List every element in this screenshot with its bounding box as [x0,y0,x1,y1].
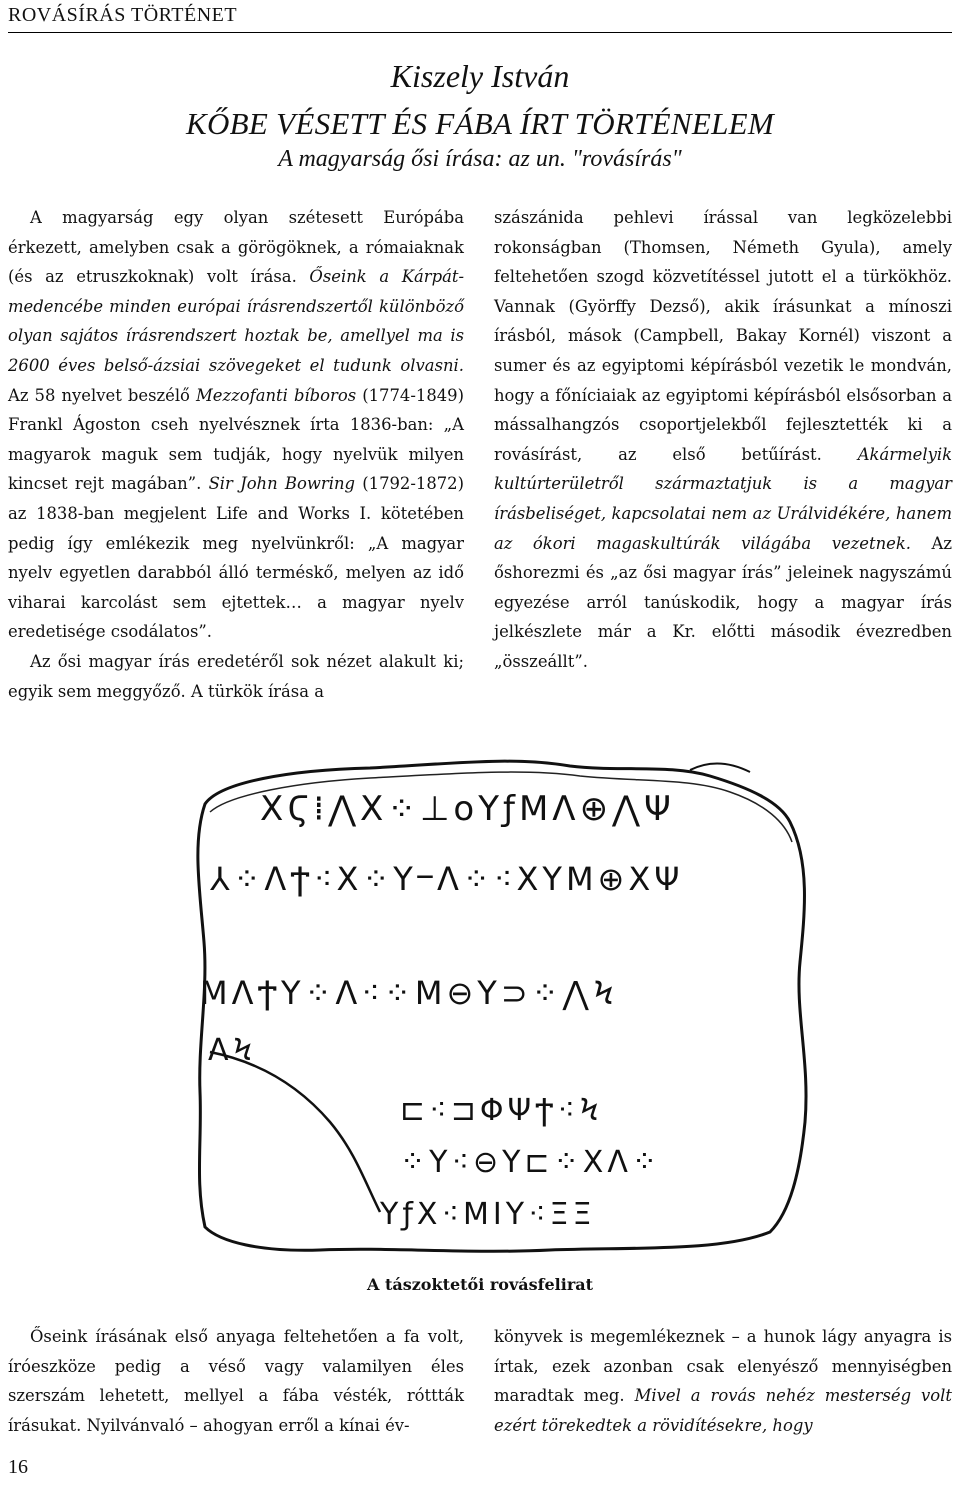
page-number: 16 [8,1456,28,1478]
rune-row: ΛϞ [208,1033,257,1068]
right-column-bottom [494,1322,952,1440]
paragraph [494,203,952,677]
text-run-italic: Mivel a rovás nehéz mesterség volt ezért törekedtek a rövidítésekre, hogy [494,1386,952,1435]
left-column-bottom [8,1322,464,1440]
paragraph [494,1322,952,1440]
text-run-italic: Őseink a Kárpát-medencébe minden európai írásrendszertől különböző olyan sajátos írásrendszert hoztak be, amellyel ma is 2600 éves belső-ázsiai szövegeket el tudunk olvasni. [8,267,464,375]
rune-row: ⁘Υ⁖⊖Υ⊏⁘ΧΛ⁘ [400,1145,661,1180]
stone-crack [210,1052,380,1212]
text-run: könyvek is megemlékeznek – a hunok lágy anyagra is írtak, ezek azonban csak elenyésző mennyiségben maradtak meg. [494,1327,952,1406]
text-run-italic: Akármelyik kultúrterületről származtatjuk is a magyar írásbeliséget, kapcsolatai nem az Urálvidékére, hanem az ókori magaskultúrák világába vezetnek. [494,444,952,553]
stone-crack [690,763,750,772]
article-title: KŐBE VÉSETT ÉS FÁBA ÍRT TÖRTÉNELEM [185,106,775,141]
paragraph [8,203,464,647]
paragraph: Az ősi magyar írás eredetéről sok nézet alakult ki; egyik sem meggyőző. A türkök írása a [8,651,464,701]
text-run: szászánida pehlevi írással van legközelebbi rokonságban (Thomsen, Németh Gyula), amely feltehetően szogd közvetítéssel jutott el a türkökhöz. Vannak (Györffy Dezső), akik írásunkat a mínoszi írásból, mások (Campbell, Bakay Kornél) viszont a sumer és az egyiptomi képírásból vezetik le mondván, hogy a főníciaiak az egyiptomi képírásból elsősorban a mássalhangzós csoportjelekből fejlesztették ki a rovásírást, az első betűírást. [494,208,952,464]
figure-caption: A tászoktetői rovásfelirat [366,1275,594,1294]
rune-row: ⊏⁖⊐ΦΨϮ⁖Ϟ [400,1093,603,1128]
text-run: A magyarság egy olyan szétesett Európába érkezett, amelyben csak a görögöknek, a rómaiaknak (és az etruszkoknak) volt írása. [8,208,464,287]
right-column-top [494,203,952,677]
rune-row: ΥƒΧ⁖ΜΙΥ⁖ΞΞ [380,1197,596,1232]
text-run: (1792-1872) az 1838-ban megjelent Life and Works I. kötetében pedig így emlékezik meg nyelvünkről: „A magyar nyelv egyetlen darabból álló terméskő, melyen az idő viharai karcolást sem ejtettek… a magyar nyelv eredetisége csodálatos”. [8,474,465,642]
text-run: Az őshorezmi és „az ősi magyar írás” jeleinek nagyszámú egyezése arról tanúskodik, hogy a magyar írás jelkészlete már a Kr. előtti második évezredben „összeállt”. [494,533,952,671]
text-run: Az 58 nyelvet beszélő [8,385,197,405]
running-head: ROVÁSÍRÁS TÖRTÉNET [8,4,238,26]
rune-row: ΜΛϮΥ⁘Λ⁖⁘Μ⊖Υ⊃⁘⋀Ϟ [200,974,618,1012]
header-rule [8,32,952,33]
left-column-top [8,203,464,706]
rune-row: ΧϚ⁞⋀Χ⁘⊥οΥƒΜΛ⊕⋀Ψ [260,789,675,829]
article-subtitle: A magyarság ősi írása: az un. "rovásírás" [278,146,682,172]
text-run-italic: Sir John Bowring [208,474,355,494]
rune-row: ⅄⁘ΛϮ⁖Χ⁘ΥⲻΛ⁘⁖ΧΥΜ⊕ΧΨ [210,860,684,898]
paragraph: Őseink írásának első anyaga feltehetően a fa volt, íróeszköze pedig a véső vagy valamilyen éles szerszám lehetett, mellyel a fába vésték, róttták írásukat. Nyilvánvaló – ahogyan erről a kínai év- [8,1327,464,1435]
text-run-italic: Mezzofanti bíboros [196,385,357,405]
runic-inscription-drawing [150,742,830,1262]
author-name: Kiszely István [390,58,570,94]
text-run: (1774-1849) Frankl Ágoston cseh nyelvésznek írta 1836-ban: „A magyarok maguk sem tudják, hogy nyelvük milyen kincset rejt magában”. [8,385,464,494]
